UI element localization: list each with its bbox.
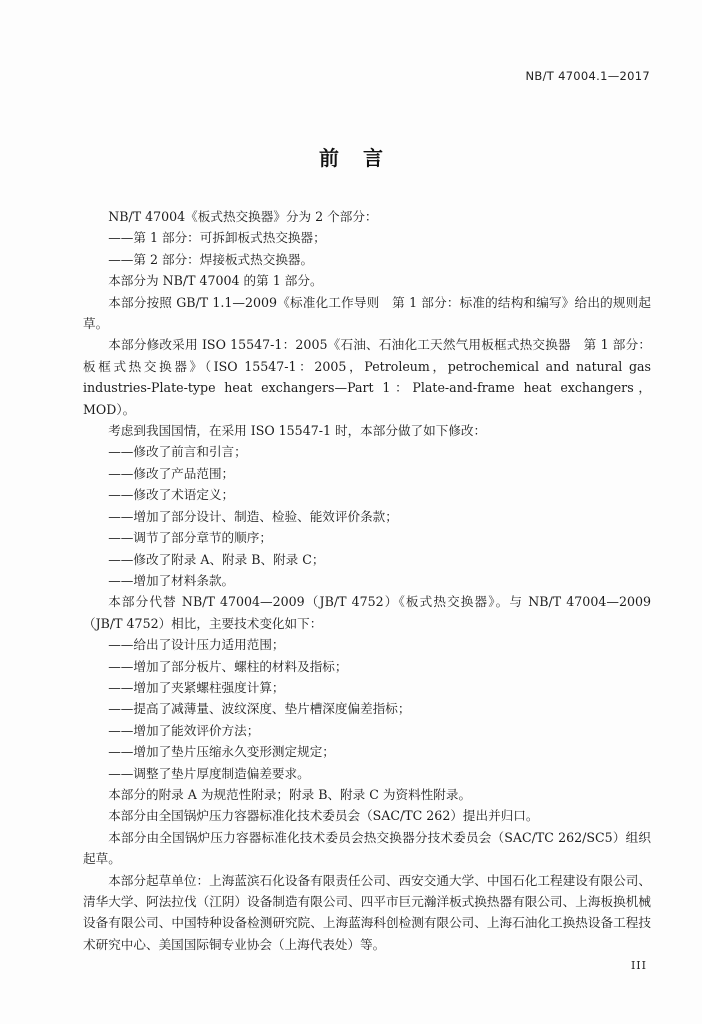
list-item: ——增加了夹紧螺柱强度计算； bbox=[108, 679, 285, 695]
paragraph: 本部分起草单位：上海蓝滨石化设备有限责任公司、西安交通大学、中国石化工程建设有限公司、清华大学、阿法拉伐（江阴）设备制造有限公司、四平市巨元瀚洋板式换热器有限公司、上海板换机械设备有限公司、中国特种设备检测研究院、上海蓝海科创检测有限公司、上海石油化工换热设备工程技术研究中心、美国国际铜专业协会（上海代表处）等。 bbox=[83, 872, 651, 952]
list-item: ——第 1 部分：可拆卸板式热交换器； bbox=[108, 230, 326, 246]
list-item: ——调整了垫片厚度制造偏差要求。 bbox=[108, 765, 310, 781]
paragraph: 本部分修改采用 ISO 15547-1：2005《石油、石油化工天然气用板框式热交换器 第 1 部分：板框式热交换器》（ISO 15547-1：2005，Petroleum，petrochemical and natural gas industries-Plate-type heat exchangers—Part 1：Plate-and-frame heat exchangers，MOD）。 bbox=[83, 337, 651, 417]
list-item: ——修改了产品范围； bbox=[108, 465, 235, 481]
paragraph: 本部分按照 GB/T 1.1—2009《标准化工作导则 第 1 部分：标准的结构和编写》给出的规则起草。 bbox=[83, 294, 651, 332]
list-item: ——提高了减薄量、波纹深度、垫片槽深度偏差指标； bbox=[108, 701, 411, 717]
page-title: 前言 bbox=[319, 146, 407, 170]
paragraph: NB/T 47004《板式热交换器》分为 2 个部分： bbox=[108, 209, 378, 224]
paragraph: 考虑到我国国情，在采用 ISO 15547-1 时，本部分做了如下修改： bbox=[108, 423, 487, 439]
list-item: ——增加了部分设计、制造、检验、能效评价条款； bbox=[108, 508, 398, 524]
standard-code: NB/T 47004.1—2017 bbox=[525, 69, 650, 83]
list-item: ——修改了术语定义； bbox=[108, 487, 235, 503]
list-item: ——增加了垫片压缩永久变形测定规定； bbox=[108, 744, 335, 760]
paragraph: 本部分由全国锅炉压力容器标准化技术委员会热交换器分技术委员会（SAC/TC 262/SC5）组织起草。 bbox=[83, 829, 651, 867]
list-item: ——增加了部分板片、螺柱的材料及指标； bbox=[108, 658, 348, 674]
paragraph: 本部分由全国锅炉压力容器标准化技术委员会（SAC/TC 262）提出并归口。 bbox=[108, 808, 539, 824]
list-item: ——增加了材料条款。 bbox=[108, 572, 235, 588]
foreword-body bbox=[83, 206, 651, 955]
list-item: ——修改了附录 A、附录 B、附录 C； bbox=[108, 551, 325, 567]
list-item: ——增加了能效评价方法； bbox=[108, 722, 260, 738]
list-item: ——修改了前言和引言； bbox=[108, 444, 247, 460]
list-item: ——给出了设计压力适用范围； bbox=[108, 637, 285, 653]
paragraph: 本部分代替 NB/T 47004—2009（JB/T 4752）《板式热交换器》。与 NB/T 47004—2009（JB/T 4752）相比，主要技术变化如下： bbox=[83, 594, 651, 631]
list-item: ——第 2 部分：焊接板式热交换器。 bbox=[108, 251, 314, 267]
list-item: ——调节了部分章节的顺序； bbox=[108, 530, 272, 546]
paragraph: 本部分为 NB/T 47004 的第 1 部分。 bbox=[108, 273, 323, 289]
paragraph: 本部分的附录 A 为规范性附录；附录 B、附录 C 为资料性附录。 bbox=[108, 786, 472, 802]
page-number: III bbox=[630, 959, 647, 972]
